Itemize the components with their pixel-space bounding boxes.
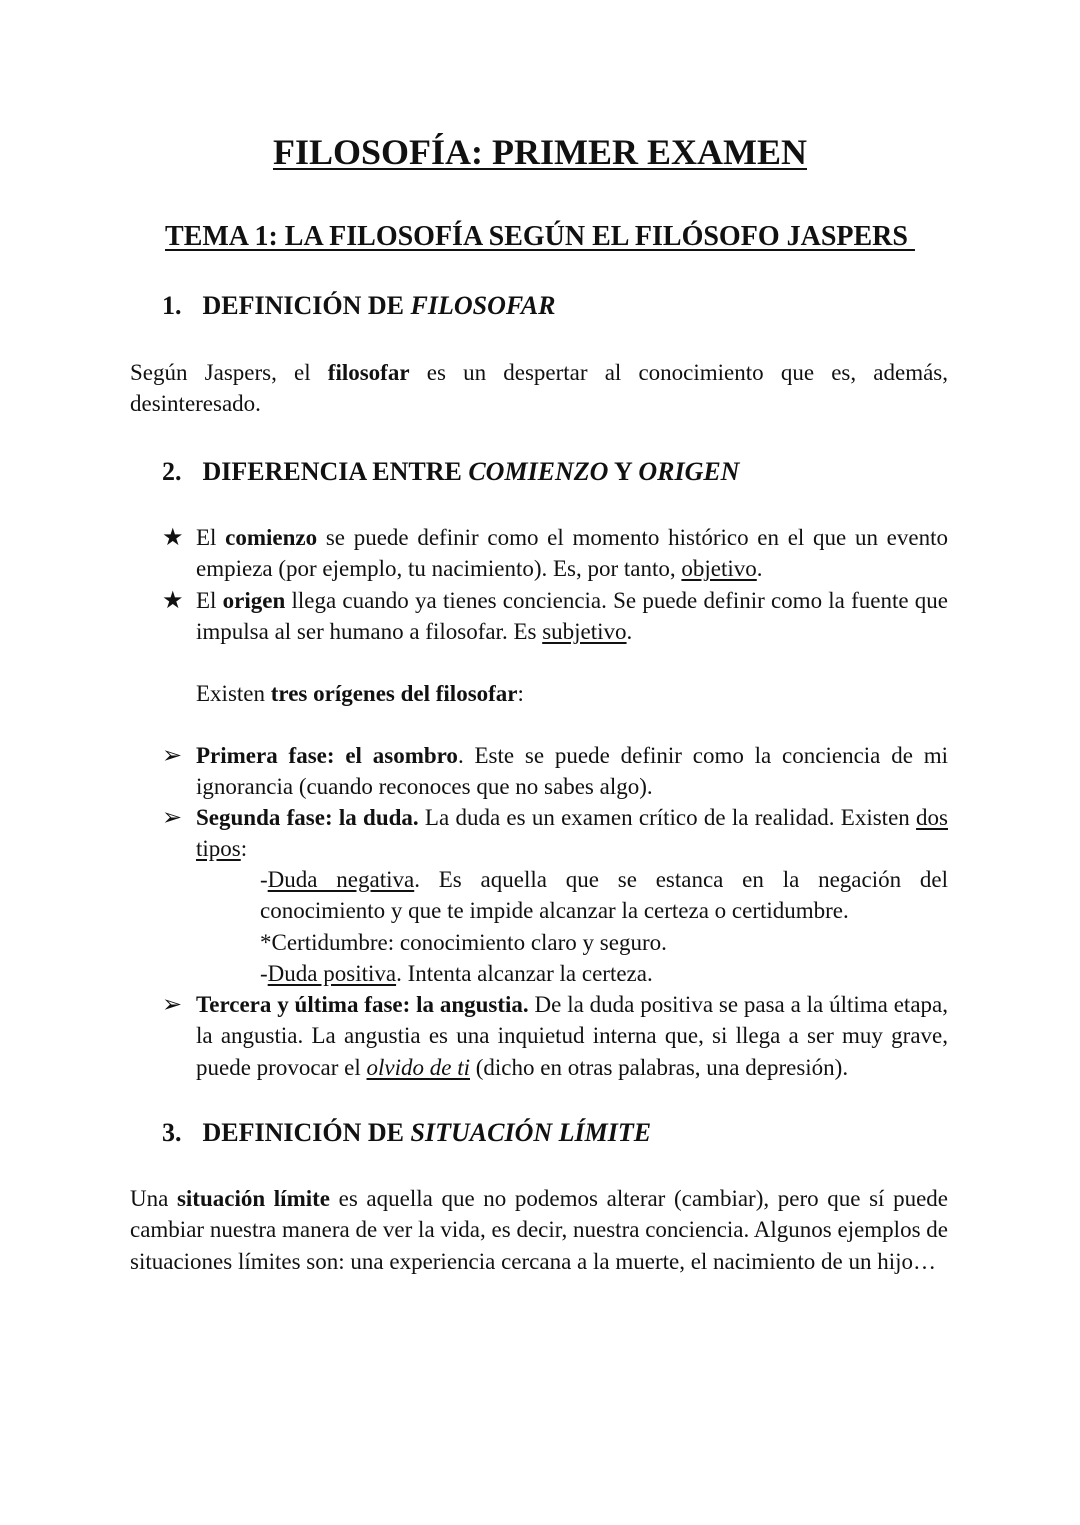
list-item-origen: ★ El origen llega cuando ya tienes conciencia. Se puede definir como la fuente que impulsa al ser humano a filosofar. Es subjetivo. xyxy=(162,586,948,645)
arrow-bullet-icon: ➢ xyxy=(162,741,183,769)
section-3-paragraph: Una situación límite es aquella que no podemos alterar (cambiar), pero que sí puede cambiar nuestra manera de ver la vida, es decir, nuestra conciencia. Algunos ejemplos de situaciones límites son: una experiencia cercana a la muerte, el nacimiento de un hijo… xyxy=(130,1186,948,1274)
doubt-positive-item: -Duda positiva. Intenta alcanzar la certeza. xyxy=(260,961,653,986)
section-1-paragraph: Según Jaspers, el filosofar es un despertar al conocimiento que es, además, desinteresado. xyxy=(130,360,948,417)
certitude-note: *Certidumbre: conocimiento claro y seguro. xyxy=(260,930,667,955)
doubt-negative-item: -Duda negativa. Es aquella que se estanca en la negación del conocimiento y que te impide alcanzar la certeza o certidumbre. xyxy=(260,867,948,924)
arrow-bullet-icon: ➢ xyxy=(162,803,183,831)
origins-intro: Existen tres orígenes del filosofar: xyxy=(196,681,524,706)
list-item-phase-3: ➢ Tercera y última fase: la angustia. De la duda positiva se pasa a la última etapa, la angustia. La angustia es una inquietud interna que, si llega a ser muy grave, puede provocar el olvido de ti (dicho en otras palabras, una depresión). xyxy=(162,990,948,1080)
list-item-phase-2: ➢ Segunda fase: la duda. La duda es un examen crítico de la realidad. Existen dos tipos: xyxy=(162,803,948,862)
list-item-comienzo: ★ El comienzo se puede definir como el momento histórico en el que un evento empieza (por ejemplo, tu nacimiento). Es, por tanto, objetivo. xyxy=(162,523,948,582)
list-item-phase-1: ➢ Primera fase: el asombro. Este se puede definir como la conciencia de mi ignorancia (cuando reconoces que no sabes algo). xyxy=(162,741,948,800)
topic-title: TEMA 1: LA FILOSOFÍA SEGÚN EL FILÓSOFO JASPERS xyxy=(165,221,915,252)
star-bullet-icon: ★ xyxy=(162,586,184,614)
star-bullet-icon: ★ xyxy=(162,523,184,551)
section-2-heading: 2. DIFERENCIA ENTRE COMIENZO Y ORIGEN xyxy=(162,457,740,486)
section-3-heading: 3. DEFINICIÓN DE SITUACIÓN LÍMITE xyxy=(162,1118,652,1147)
document-title: FILOSOFÍA: PRIMER EXAMEN xyxy=(272,132,807,172)
arrow-bullet-icon: ➢ xyxy=(162,990,183,1018)
section-1-heading: 1. DEFINICIÓN DE FILOSOFAR xyxy=(162,291,556,320)
